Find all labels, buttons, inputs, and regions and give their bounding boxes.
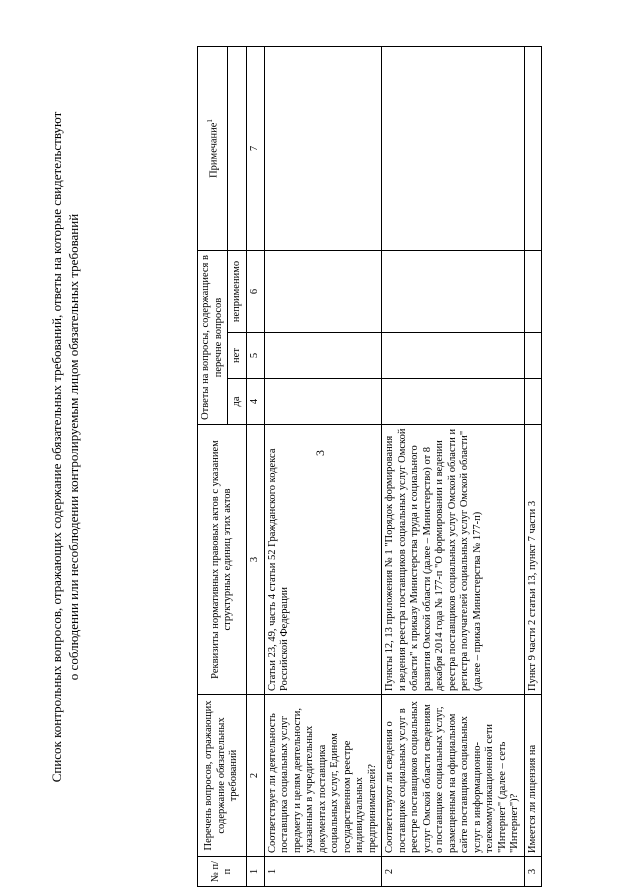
title-line-2: о соблюдении или несоблюдении контролируемым лицом обязательных требований (66, 213, 81, 681)
column-number: 7 (247, 46, 265, 250)
answer-na-cell[interactable] (264, 250, 382, 332)
header-legal-acts: Реквизиты нормативных правовых актов с указанием структурных единиц этих актов (198, 425, 247, 695)
header-note-label: Примечание (208, 122, 220, 178)
row-number: 1 (264, 857, 382, 887)
column-number: 5 (247, 333, 265, 379)
table-row (524, 46, 542, 886)
title-line-1: Список контрольных вопросов, отражающих содержание обязательных требований, ответы на которые свидетельствуют (49, 111, 64, 783)
answer-no-cell[interactable] (524, 333, 542, 379)
row-legal-acts: Статьи 23, 49, часть 4 статьи 52 Гражданского кодекса Российской Федерации (264, 425, 382, 695)
header-questions: Перечень вопросов, отражающих содержание обязательных требований (198, 695, 247, 857)
header-row-1 (198, 46, 228, 886)
document-title (48, 17, 108, 877)
note-cell[interactable] (382, 46, 525, 250)
header-no: нет (228, 333, 247, 379)
row-number: 3 (524, 857, 542, 887)
column-number: 4 (247, 379, 265, 425)
column-number: 3 (247, 425, 265, 695)
answer-no-cell[interactable] (264, 333, 382, 379)
header-not-applicable: неприменимо (228, 250, 247, 332)
page-number: 3 (313, 450, 327, 456)
note-cell[interactable] (264, 46, 382, 250)
table-row (382, 46, 525, 886)
header-yes: да (228, 379, 247, 425)
row-number: 2 (382, 857, 525, 887)
checklist-table-container (197, 46, 542, 887)
column-number: 2 (247, 695, 265, 857)
header-note-footnote: 1 (206, 119, 214, 123)
checklist-table (197, 46, 542, 887)
header-answers: Ответы на вопросы, содержащиеся в перечне вопросов (198, 250, 228, 424)
row-question: Соответствует ли деятельность поставщика социальных услуг предмету и целям деятельности, указанным в учредительных документах поставщика социальных услуг, Едином государственном реестре индивидуальных предпринимателей? (264, 695, 382, 857)
column-number: 1 (247, 857, 265, 887)
table-row (264, 46, 382, 886)
row-question: Соответствуют ли сведения о поставщике социальных услуг в реестре поставщиков социальных услуг Омской области сведениям о поставщике социальных услуг, размещенным на официальном сайте поставщика социальных услуг в информационно-телекоммуникационной сети "Интернет" (далее – сеть "Интернет")? (382, 695, 525, 857)
answer-na-cell[interactable] (382, 250, 525, 332)
column-number-row (247, 46, 265, 886)
answer-na-cell[interactable] (524, 250, 542, 332)
row-legal-acts: Пункты 12, 13 приложения № 1 "Порядок формирования и ведения реестра поставщиков социальных услуг Омской области" к приказу Министерства труда и социального развития Омской области (далее – Министерство) от 8 декабря 2014 года № 177-п "О формировании и ведении реестра поставщиков социальных услуг Омской области и регистра получателей социальных услуг Омской области" (далее – приказ Министерства № 177-п) (382, 425, 525, 695)
header-note (198, 46, 228, 250)
header-note-blank (228, 46, 247, 250)
answer-yes-cell[interactable] (524, 379, 542, 425)
answer-yes-cell[interactable] (264, 379, 382, 425)
answer-no-cell[interactable] (382, 333, 525, 379)
column-number: 6 (247, 250, 265, 332)
note-cell[interactable] (524, 46, 542, 250)
answer-yes-cell[interactable] (382, 379, 525, 425)
header-number: № п/п (198, 857, 247, 887)
row-question: Имеется ли лицензия на (524, 695, 542, 857)
row-legal-acts: Пункт 9 части 2 статьи 13, пункт 7 части 3 (524, 425, 542, 695)
